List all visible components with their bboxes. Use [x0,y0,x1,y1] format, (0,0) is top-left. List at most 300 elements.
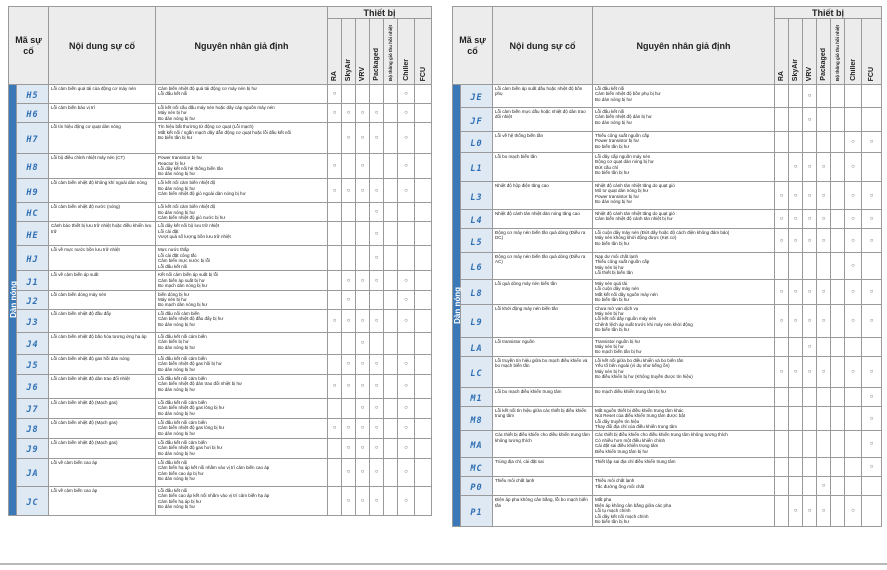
error-description: Lỗi về cảm biến cao áp [49,458,156,486]
probable-causes [593,153,775,182]
probable-causes [156,418,328,438]
equipment-mark [384,179,398,203]
table-row [9,154,432,179]
equipment-mark [831,229,845,253]
cause-line: Máy nén bị hư [158,297,187,303]
cause-line: Lỗi kết nối giữa bo điều khiển và bo biến tần [595,357,684,363]
probable-causes [156,85,328,104]
equipment-mark: ○ [356,179,370,203]
equipment-mark: ○ [370,398,384,418]
error-code-display: L1 [470,164,483,174]
equipment-mark [398,222,415,246]
cause-line: Thay đổi địa chỉ của điều khiển trung tâm [595,424,678,430]
equipment-mark: ○ [803,108,817,132]
cause-line: Bo dàn nóng bị hư [158,115,196,121]
equipment-mark: ○ [370,374,384,398]
header-error-code: Mã sự cố [9,7,49,85]
cause-line: Điện áp không cân bằng giữa các pha [595,502,672,508]
error-description: Lỗi về mực nước bồn lưu trữ nhiệt [49,246,156,271]
equipment-mark: ○ [845,280,862,305]
error-code-display: JA [26,469,39,480]
equipment-mark: ○ [862,431,882,458]
cause-line: Mất kết nối / ngắn mạch dây dẫn động cơ quạt hoặc lỗi đấu kết nối [158,129,292,135]
probable-causes [156,398,328,418]
cause-line: Lỗi tụ mạch chính [595,508,631,514]
cause-line: Lỗi cuộn dây máy nén [595,286,640,292]
table-row [9,271,432,290]
error-description: Lỗi cảm biến nhiệt độ đầu đẩy [49,309,156,332]
cause-line: Lỗi thiết bị biến tần [595,270,633,276]
error-code-display: JF [470,116,483,127]
error-description: Nhiệt độ cánh tản nhiệt dàn nóng tăng cao [493,210,593,229]
equipment-mark [817,337,831,356]
equipment-mark [415,104,432,123]
cause-line: Có nhiều hơn một điều khiển chính [595,437,665,443]
equipment-mark: ○ [845,253,862,280]
cause-line: Bo dàn nóng bị hư [158,366,196,372]
equipment-mark [845,477,862,496]
cause-line: Bo biến tần bị hư [595,240,630,246]
left-rows [9,85,432,516]
equipment-mark [342,332,356,354]
equipment-mark [415,398,432,418]
equipment-mark [328,203,342,222]
cause-line: Bo mạch dàn nóng bị hư [158,302,208,308]
equipment-mark: ○ [845,356,862,387]
error-description: Lỗi tín hiệu động cơ quạt dàn nóng [49,123,156,154]
outdoor-unit-side-label [453,85,461,527]
probable-causes [593,229,775,253]
cause-line: Vượt quá số lượng bồn lưu trữ nhiệt [158,234,231,240]
equipment-mark: ○ [356,332,370,354]
table-row [453,108,882,132]
cause-line: Cảm biến nhiệt độ gas hồi bị hư [158,361,222,367]
equipment-mark [817,253,831,280]
table-row [9,354,432,374]
equipment-mark: ○ [328,179,342,203]
equipment-mark [775,132,789,153]
error-code-cell [17,246,49,271]
table-row [9,374,432,398]
cause-line: Máy nén bị hư [595,344,624,350]
error-description: Lỗi cảm biến nhiệt độ bão hòa tương ứng hạ áp [49,332,156,354]
table-row [9,246,432,271]
equipment-label: SkyAir [345,58,352,81]
probable-causes [156,438,328,458]
table-row [453,337,882,356]
header-probable-cause: Nguyên nhân giả định [593,7,775,85]
right-error-table [452,6,882,527]
equipment-mark [831,85,845,108]
equipment-mark [775,337,789,356]
error-code-display: MA [470,441,483,452]
table-row [453,280,882,305]
equipment-mark: ○ [356,458,370,486]
probable-causes [156,290,328,309]
error-code-display: M1 [470,393,483,404]
bottom-divider [0,563,887,565]
equipment-mark: ○ [775,280,789,305]
table-row [453,182,882,210]
error-code-cell [461,477,493,496]
cause-line: Lỗi đấu kết nối [158,91,188,97]
error-code-display: J5 [26,361,39,372]
cause-line: Bo dàn nóng bị hư [158,185,196,191]
cause-line: Bo dàn nóng bị hư [158,386,196,392]
error-description: Lỗi bộ điều chỉnh nhiệt máy nén (CT) [49,154,156,179]
equipment-mark [845,85,862,108]
equipment-mark: ○ [398,486,415,515]
equipment-mark [831,356,845,387]
table-row [453,477,882,496]
equipment-mark [775,253,789,280]
equipment-mark: ○ [862,280,882,305]
cause-line: Cảm biến nhiệt độ gas hơi bị hư [158,445,223,451]
equipment-mark: ○ [356,309,370,332]
equipment-mark: ○ [862,406,882,431]
equipment-mark: ○ [775,304,789,337]
probable-causes [593,356,775,387]
error-code-cell [461,458,493,477]
equipment-mark: ○ [356,154,370,179]
equipment-mark [370,85,384,104]
equipment-mark: ○ [356,354,370,374]
cause-line: Bo biến tần bị hư [595,170,630,176]
equipment-mark [342,85,356,104]
equipment-mark [384,374,398,398]
equipment-mark: ○ [328,85,342,104]
error-code-display: J6 [26,383,39,394]
equipment-mark [415,418,432,438]
equipment-mark [342,154,356,179]
left-error-table-panel [8,6,431,516]
error-description: Lỗi cảm biến quá tải của động cơ máy nén [49,85,156,104]
table-row [9,486,432,515]
equipment-mark [789,253,803,280]
equipment-mark [415,374,432,398]
error-code-display: J4 [26,340,39,351]
table-row [453,229,882,253]
equipment-mark: ○ [817,210,831,229]
equipment-mark: ○ [342,458,356,486]
equipment-mark: ○ [803,337,817,356]
equipment-mark: ○ [817,356,831,387]
cause-line: Lỗi kết nối cảm biến nhiệt độ [158,204,216,210]
probable-causes [593,304,775,337]
cause-line: Power transistor bị hư [595,138,640,144]
cause-line: Cảm biến nhiệt độ dàn trao đổi nhiệt bị hư [158,381,243,387]
equipment-mark: ○ [356,104,370,123]
outdoor-unit-side-label [9,85,17,516]
error-description: Lỗi truyền tín hiệu giữa bo mạch điều khiển và bo mạch biến tần [493,356,593,387]
equipment-mark [803,253,817,280]
table-row [453,431,882,458]
table-row [9,222,432,246]
equipment-mark [831,337,845,356]
cause-line: Bo dàn nóng bị hư [595,96,633,102]
error-description: Lỗi bo mạch biến tần [493,153,593,182]
probable-causes [156,354,328,374]
error-description: Lỗi về hệ thống biến tần [493,132,593,153]
equipment-mark: ○ [356,486,370,515]
error-code-display: J8 [26,425,39,436]
equipment-label: VRV [806,66,813,81]
equipment-mark [775,496,789,526]
equipment-mark [415,85,432,104]
cause-line: Lỗi đấu kết nối cảm biến [158,399,207,405]
equipment-mark: ○ [342,123,356,154]
equipment-label: RA [778,70,785,81]
equipment-mark [384,354,398,374]
cause-line: Lỗi cuộn dây máy nén (Đứt dây hoặc độ cách điện không đảm bảo) [595,230,730,235]
equipment-mark: ○ [862,356,882,387]
equipment-mark [831,132,845,153]
cause-line: Power transistor bị hư [595,193,640,199]
equipment-mark [845,458,862,477]
cause-line: Cảm biến mực nước bị lỗi [158,258,210,264]
equipment-mark [384,438,398,458]
equipment-mark: ○ [342,179,356,203]
equipment-mark: ○ [342,374,356,398]
equipment-mark: ○ [845,229,862,253]
equipment-mark [384,309,398,332]
equipment-mark [803,387,817,406]
equipment-mark: ○ [789,356,803,387]
probable-causes [593,496,775,526]
cause-line: Mô tơ quạt dàn nóng bị hư [595,188,649,194]
cause-line: Chưa mở van dịch vụ [595,305,639,311]
equipment-mark: ○ [775,182,789,210]
equipment-mark [370,332,384,354]
equipment-mark: ○ [845,496,862,526]
probable-causes [593,431,775,458]
cause-line: Chênh lệch áp suất trước khi máy nén khởi động [595,321,693,327]
error-code-cell [17,85,49,104]
equipment-label: Bộ thông gió thu hồi nhiệt [835,25,840,81]
equipment-mark: ○ [370,271,384,290]
cause-line: Cảm biến nhiệt độ đầu đẩy bị hư [158,316,224,322]
equipment-mark [831,182,845,210]
equipment-mark [384,85,398,104]
cause-line: Tín hiệu bất thường từ động cơ quạt (Lỗi mạch) [158,124,254,130]
equipment-mark [398,246,415,271]
error-code-cell [461,182,493,210]
cause-line: Kết nối cảm biến áp suất bị lỗi [158,272,219,278]
cause-line: Bo mạch biến tần bị hư [595,349,642,355]
cause-line: Cảm biến nhiệt độ bồn phụ bị hư [595,91,661,97]
cause-line: Power transistor bị hư [158,155,203,161]
error-description: Lỗi quá dòng máy nén biến tần [493,280,593,305]
cause-line: Cảm biến nhiệt độ gió ngoài dàn nóng bị hư [158,191,246,197]
probable-causes [593,280,775,305]
equipment-mark: ○ [398,271,415,290]
cause-line: Lỗi dây kết nối hệ thống biến tần [158,166,224,172]
equipment-mark [342,203,356,222]
cause-line: Cảm biến nhiệt độ quá tải động cơ máy nén bị hư [158,86,258,91]
error-code-display: H8 [26,163,39,174]
equipment-mark [384,203,398,222]
error-description: Lỗi cảm biến nhiệt độ (Mạch gas) [49,398,156,418]
error-code-display: J9 [26,445,39,456]
cause-line: Lỗi kết nối dây nguồn máy nén [595,316,657,322]
cause-line: Máy nén quá tải [595,281,628,286]
equipment-header [831,19,845,85]
equipment-mark: ○ [862,458,882,477]
equipment-mark: ○ [370,246,384,271]
table-row [9,123,432,154]
equipment-mark [328,354,342,374]
cause-line: Điều khiển trung tâm bị hư [595,448,649,454]
cause-line: Cảm biến nhiệt độ gió nước bị hư [158,215,226,221]
error-code-display: HJ [26,255,39,266]
equipment-mark [775,477,789,496]
equipment-mark [831,304,845,337]
equipment-header [328,19,342,85]
table-row [9,85,432,104]
equipment-mark [831,496,845,526]
cause-line: Bo biến tần bị hư [595,519,630,525]
cause-line: Cảm biến cao áp kết nối nhầm vào vị trí cảm biến hạ áp [158,493,270,499]
equipment-mark: ○ [845,210,862,229]
cause-line: Yếu tố bên ngoài (ví dụ như tiếng ồn) [595,363,670,369]
cause-line: Cảm biến nhiệt độ dàn bị hư [595,114,652,120]
error-code-display: MC [470,464,483,475]
equipment-mark [862,496,882,526]
table-row [9,398,432,418]
side-label-text: Dàn nóng [453,286,462,324]
probable-causes [593,253,775,280]
error-code-cell [17,438,49,458]
cause-line: Bo dàn nóng bị hư [158,450,196,456]
table-row [453,85,882,108]
error-description: Lỗi kết nối tín hiệu giữa các thiết bị điều khiển trung tâm [493,406,593,431]
cause-line: Thiếu công suất nguồn cấp [595,259,650,265]
equipment-mark [789,431,803,458]
error-code-cell [17,309,49,332]
table-row [9,458,432,486]
equipment-mark: ○ [398,398,415,418]
equipment-mark: ○ [862,182,882,210]
equipment-mark: ○ [356,438,370,458]
error-code-display: P1 [470,507,483,518]
error-code-display: HE [26,230,39,241]
equipment-mark [398,332,415,354]
cause-line: Bo dàn nóng bị hư [158,209,196,215]
error-description: Động cơ máy nén biến tần quá dòng (Điều ra AC) [493,253,593,280]
table-row [453,406,882,431]
error-code-display: J1 [26,277,39,288]
probable-causes [593,132,775,153]
equipment-mark: ○ [789,304,803,337]
equipment-mark: ○ [398,85,415,104]
equipment-mark: ○ [370,123,384,154]
equipment-mark [356,246,370,271]
equipment-mark [384,486,398,515]
cause-line: Nút Reset của điều khiển trung tâm được bật [595,413,686,419]
equipment-mark: ○ [845,182,862,210]
equipment-mark [845,337,862,356]
cause-line: Bo biến tần bị hư [158,135,193,141]
equipment-mark [342,222,356,246]
equipment-mark [775,153,789,182]
error-code-cell [17,332,49,354]
error-description: Các thiết bị điều khiển cho điều khiển trung tâm không tương thích [493,431,593,458]
cause-line: Bo dàn nóng bị hư [595,119,633,125]
error-description: Lỗi về cảm biến cao áp [49,486,156,515]
equipment-mark: ○ [370,418,384,438]
header-equipment: Thiết bị [775,7,882,19]
equipment-mark [831,431,845,458]
equipment-mark: ○ [803,229,817,253]
cause-line: Bo dàn nóng bị hư [158,344,196,350]
equipment-mark [384,290,398,309]
equipment-mark [328,290,342,309]
equipment-mark [415,123,432,154]
equipment-mark: ○ [398,354,415,374]
equipment-mark: ○ [398,104,415,123]
equipment-label: FCU [419,66,427,81]
cause-line: Lỗi đấu kết nối cảm biến [158,419,207,425]
error-code-cell [17,354,49,374]
equipment-mark: ○ [803,496,817,526]
equipment-mark: ○ [356,374,370,398]
equipment-mark [831,280,845,305]
equipment-mark: ○ [342,309,356,332]
equipment-mark: ○ [370,104,384,123]
error-code-cell [461,280,493,305]
probable-causes [593,85,775,108]
equipment-mark [328,123,342,154]
equipment-mark [862,85,882,108]
probable-causes [593,182,775,210]
equipment-mark [415,203,432,222]
error-description: Lỗi transistor nguồn [493,337,593,356]
cause-line: Các thiết bị điều khiển cho điều khiển trung tâm không tương thích [595,432,728,438]
equipment-mark [775,406,789,431]
cause-line: Cảm biến bị hư [158,339,189,345]
equipment-mark: ○ [803,356,817,387]
equipment-mark [415,354,432,374]
equipment-mark [845,387,862,406]
cause-line: Thiếu công suất nguồn cấp [595,133,650,138]
equipment-mark [817,387,831,406]
cause-line: Lỗi đấu nối cảm biến [158,310,200,316]
equipment-mark [384,246,398,271]
equipment-mark [415,309,432,332]
cause-line: Cảm biến cao áp bị hư [158,470,204,476]
error-code-display: LA [470,343,483,354]
table-row [453,356,882,387]
equipment-mark [845,431,862,458]
error-code-display: L8 [470,288,483,299]
cause-line: Lỗi đấu kết nối [595,86,625,91]
equipment-mark [328,438,342,458]
cause-line: Bo biến tần bị hư [595,327,630,333]
error-description: Lỗi cảm biến nhiệt độ dàn trao đổi nhiệt [49,374,156,398]
equipment-mark: ○ [398,438,415,458]
equipment-mark: ○ [342,104,356,123]
equipment-mark [789,477,803,496]
table-row [9,418,432,438]
equipment-mark [384,123,398,154]
cause-line: Cảm biến hạ áp kết nối nhầm vào vị trí cảm biến cao áp [158,465,270,471]
equipment-header [415,19,432,85]
probable-causes [156,104,328,123]
equipment-header [342,19,356,85]
cause-line: Reactor bị hư [158,160,186,166]
equipment-mark: ○ [370,438,384,458]
probable-causes [156,309,328,332]
